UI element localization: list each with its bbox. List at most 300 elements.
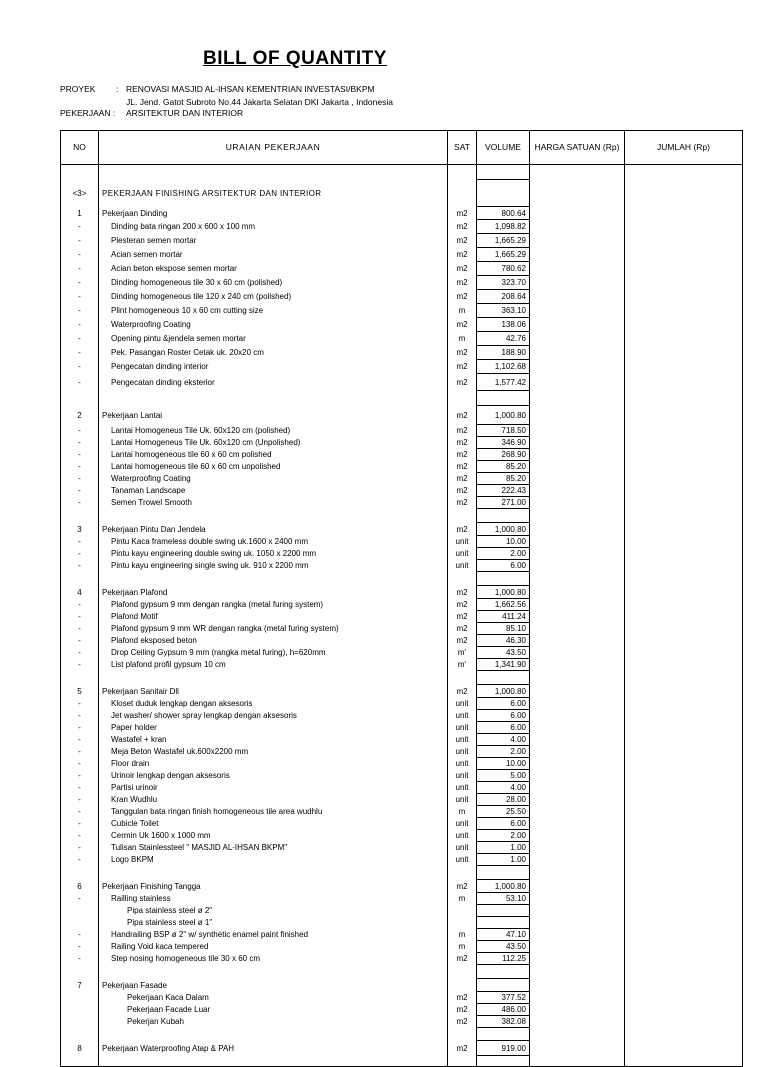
row-volume — [477, 866, 530, 880]
row-harga-satuan — [530, 509, 625, 523]
row-harga-satuan — [530, 880, 625, 893]
row-no: - — [61, 437, 99, 449]
row-unit: unit — [448, 782, 477, 794]
col-header-uraian: URAIAN PEKERJAAN — [99, 131, 448, 165]
row-description: PEKERJAAN FINISHING ARSITEKTUR DAN INTERIOR — [99, 180, 448, 207]
table-row — [61, 449, 743, 461]
row-no: - — [61, 842, 99, 854]
row-description: Step nosing homogeneous tile 30 x 60 cm — [99, 953, 448, 965]
proyek-value: RENOVASI MASJID AL-IHSAN KEMENTRIAN INVESTASI/BKPM — [126, 84, 375, 94]
row-jumlah — [625, 332, 743, 346]
row-harga-satuan — [530, 782, 625, 794]
row-description: Pekerjaan Kaca Dalam — [99, 992, 448, 1004]
row-harga-satuan — [530, 599, 625, 611]
table-row — [61, 234, 743, 248]
row-description: Pekerjaan Fasade — [99, 979, 448, 992]
row-volume: 43.50 — [477, 941, 530, 953]
row-no: - — [61, 893, 99, 905]
pekerjaan-value: ARSITEKTUR DAN INTERIOR — [126, 108, 244, 118]
row-no: - — [61, 782, 99, 794]
row-jumlah — [625, 623, 743, 635]
row-description: Acian beton ekspose semen mortar — [99, 262, 448, 276]
row-harga-satuan — [530, 449, 625, 461]
row-description — [99, 965, 448, 979]
table-row — [61, 794, 743, 806]
table-row — [61, 548, 743, 560]
row-harga-satuan — [530, 965, 625, 979]
row-volume: 718.50 — [477, 425, 530, 437]
row-description: Pintu kayu engineering double swing uk. 1050 x 2200 mm — [99, 548, 448, 560]
row-jumlah — [625, 770, 743, 782]
row-volume: 28.00 — [477, 794, 530, 806]
row-no: - — [61, 449, 99, 461]
row-harga-satuan — [530, 979, 625, 992]
row-unit: unit — [448, 818, 477, 830]
row-no — [61, 905, 99, 917]
table-row — [61, 497, 743, 509]
row-volume: 222.43 — [477, 485, 530, 497]
row-harga-satuan — [530, 794, 625, 806]
row-no — [61, 1004, 99, 1016]
row-description: Waterproofing Coating — [99, 473, 448, 485]
row-no: 3 — [61, 523, 99, 536]
row-volume: 46.30 — [477, 635, 530, 647]
row-harga-satuan — [530, 866, 625, 880]
row-no: - — [61, 304, 99, 318]
row-jumlah — [625, 659, 743, 671]
document-title: BILL OF QUANTITY — [203, 48, 387, 69]
row-jumlah — [625, 473, 743, 485]
row-unit: m2 — [448, 611, 477, 623]
row-jumlah — [625, 866, 743, 880]
row-description: Plafond gypsum 9 mm dengan rangka (metal furing system) — [99, 599, 448, 611]
row-description: Pekerjaan Sanitair Dll — [99, 685, 448, 698]
row-no: 1 — [61, 207, 99, 220]
table-row — [61, 572, 743, 586]
row-description — [99, 509, 448, 523]
row-unit — [448, 917, 477, 929]
row-description: Paper holder — [99, 722, 448, 734]
row-volume: 1,000.80 — [477, 880, 530, 893]
row-no: 2 — [61, 406, 99, 425]
row-jumlah — [625, 586, 743, 599]
row-jumlah — [625, 406, 743, 425]
table-row — [61, 647, 743, 659]
row-jumlah — [625, 671, 743, 685]
row-description: List plafond profil gypsum 10 cm — [99, 659, 448, 671]
row-volume — [477, 905, 530, 917]
row-unit — [448, 1056, 477, 1067]
row-unit — [448, 572, 477, 586]
row-volume: 363.10 — [477, 304, 530, 318]
row-no: - — [61, 536, 99, 548]
row-harga-satuan — [530, 893, 625, 905]
row-harga-satuan — [530, 647, 625, 659]
row-harga-satuan — [530, 611, 625, 623]
row-jumlah — [625, 854, 743, 866]
table-row — [61, 758, 743, 770]
row-harga-satuan — [530, 391, 625, 406]
row-no: - — [61, 770, 99, 782]
row-unit: m' — [448, 659, 477, 671]
row-volume: 85.20 — [477, 473, 530, 485]
row-jumlah — [625, 572, 743, 586]
row-no: - — [61, 623, 99, 635]
col-header-volume: VOLUME — [477, 131, 530, 165]
row-description — [99, 866, 448, 880]
table-row — [61, 248, 743, 262]
row-unit: m2 — [448, 374, 477, 391]
table-row — [61, 1041, 743, 1056]
row-no: - — [61, 746, 99, 758]
row-no — [61, 917, 99, 929]
row-unit: unit — [448, 854, 477, 866]
table-row — [61, 406, 743, 425]
row-harga-satuan — [530, 806, 625, 818]
row-harga-satuan — [530, 586, 625, 599]
row-description: Pengecatan dinding interior — [99, 360, 448, 374]
row-volume: 780.62 — [477, 262, 530, 276]
row-unit: m2 — [448, 473, 477, 485]
row-jumlah — [625, 979, 743, 992]
table-row — [61, 1056, 743, 1067]
row-jumlah — [625, 647, 743, 659]
row-jumlah — [625, 318, 743, 332]
row-unit: unit — [448, 560, 477, 572]
table-row — [61, 207, 743, 220]
table-row — [61, 806, 743, 818]
row-jumlah — [625, 710, 743, 722]
table-row — [61, 929, 743, 941]
col-header-jumlah: JUMLAH (Rp) — [625, 131, 743, 165]
row-no: - — [61, 659, 99, 671]
row-no: - — [61, 854, 99, 866]
row-volume: 25.50 — [477, 806, 530, 818]
row-unit: m — [448, 806, 477, 818]
row-no: - — [61, 548, 99, 560]
row-no: - — [61, 953, 99, 965]
table-row — [61, 782, 743, 794]
table-row — [61, 698, 743, 710]
row-harga-satuan — [530, 1056, 625, 1067]
row-description — [99, 572, 448, 586]
proyek-label: PROYEK — [60, 84, 96, 94]
row-unit: m2 — [448, 248, 477, 262]
row-harga-satuan — [530, 842, 625, 854]
pekerjaan-label: PEKERJAAN : — [60, 108, 116, 118]
row-harga-satuan — [530, 536, 625, 548]
row-unit: unit — [448, 746, 477, 758]
row-jumlah — [625, 905, 743, 917]
table-row — [61, 611, 743, 623]
row-volume: 1,102.68 — [477, 360, 530, 374]
row-description: Pipa stainless steel ø 2" — [99, 905, 448, 917]
row-volume: 1,665.29 — [477, 248, 530, 262]
row-no: - — [61, 698, 99, 710]
row-jumlah — [625, 346, 743, 360]
table-row — [61, 941, 743, 953]
row-no: - — [61, 360, 99, 374]
table-row — [61, 722, 743, 734]
row-unit: unit — [448, 794, 477, 806]
row-unit: m2 — [448, 1016, 477, 1028]
table-row — [61, 866, 743, 880]
row-volume: 2.00 — [477, 548, 530, 560]
row-unit: m2 — [448, 207, 477, 220]
row-volume: 2.00 — [477, 746, 530, 758]
row-jumlah — [625, 599, 743, 611]
row-harga-satuan — [530, 425, 625, 437]
row-volume — [477, 391, 530, 406]
row-volume: 1,341.90 — [477, 659, 530, 671]
row-harga-satuan — [530, 220, 625, 234]
row-no — [61, 965, 99, 979]
table-row — [61, 880, 743, 893]
row-volume: 43.50 — [477, 647, 530, 659]
row-unit: m — [448, 332, 477, 346]
row-no: - — [61, 758, 99, 770]
row-jumlah — [625, 290, 743, 304]
row-harga-satuan — [530, 746, 625, 758]
row-no: 4 — [61, 586, 99, 599]
row-unit: m2 — [448, 586, 477, 599]
row-no: - — [61, 485, 99, 497]
row-volume: 271.00 — [477, 497, 530, 509]
row-volume — [477, 965, 530, 979]
row-harga-satuan — [530, 929, 625, 941]
row-unit: m2 — [448, 880, 477, 893]
row-jumlah — [625, 965, 743, 979]
row-jumlah — [625, 722, 743, 734]
table-row — [61, 560, 743, 572]
row-volume: 377.52 — [477, 992, 530, 1004]
row-harga-satuan — [530, 734, 625, 746]
row-jumlah — [625, 536, 743, 548]
table-row — [61, 536, 743, 548]
row-unit: m2 — [448, 234, 477, 248]
row-no: 6 — [61, 880, 99, 893]
row-jumlah — [625, 304, 743, 318]
row-jumlah — [625, 248, 743, 262]
row-unit: m2 — [448, 220, 477, 234]
table-row — [61, 1028, 743, 1041]
row-no — [61, 866, 99, 880]
row-description: Kloset duduk lengkap dengan aksesoris — [99, 698, 448, 710]
row-unit — [448, 180, 477, 207]
row-harga-satuan — [530, 941, 625, 953]
row-no — [61, 165, 99, 180]
row-volume: 1,000.80 — [477, 586, 530, 599]
row-volume — [477, 165, 530, 180]
row-harga-satuan — [530, 917, 625, 929]
table-row — [61, 905, 743, 917]
row-jumlah — [625, 734, 743, 746]
row-unit: m2 — [448, 276, 477, 290]
table-row — [61, 437, 743, 449]
row-volume: 5.00 — [477, 770, 530, 782]
row-harga-satuan — [530, 548, 625, 560]
row-unit: m2 — [448, 485, 477, 497]
row-jumlah — [625, 523, 743, 536]
row-jumlah — [625, 611, 743, 623]
row-unit: unit — [448, 770, 477, 782]
row-jumlah — [625, 1028, 743, 1041]
row-harga-satuan — [530, 572, 625, 586]
row-harga-satuan — [530, 854, 625, 866]
row-no: 8 — [61, 1041, 99, 1056]
table-row — [61, 346, 743, 360]
row-harga-satuan — [530, 818, 625, 830]
row-description: Kran Wudhlu — [99, 794, 448, 806]
row-volume: 53.10 — [477, 893, 530, 905]
col-header-harga: HARGA SATUAN (Rp) — [530, 131, 625, 165]
row-description — [99, 1028, 448, 1041]
row-no — [61, 1028, 99, 1041]
row-unit: m2 — [448, 635, 477, 647]
row-no: - — [61, 734, 99, 746]
row-jumlah — [625, 1004, 743, 1016]
row-volume — [477, 572, 530, 586]
row-no: - — [61, 794, 99, 806]
row-description: Railling stainless — [99, 893, 448, 905]
row-no: - — [61, 318, 99, 332]
row-unit — [448, 866, 477, 880]
row-harga-satuan — [530, 318, 625, 332]
row-volume: 6.00 — [477, 560, 530, 572]
row-volume: 1,000.80 — [477, 685, 530, 698]
row-harga-satuan — [530, 722, 625, 734]
table-row — [61, 734, 743, 746]
row-harga-satuan — [530, 360, 625, 374]
row-harga-satuan — [530, 560, 625, 572]
row-description: Wastafel + kran — [99, 734, 448, 746]
row-harga-satuan — [530, 830, 625, 842]
row-unit: m2 — [448, 360, 477, 374]
table-row — [61, 485, 743, 497]
row-volume: 85.10 — [477, 623, 530, 635]
row-no: <3> — [61, 180, 99, 207]
row-volume: 6.00 — [477, 698, 530, 710]
row-harga-satuan — [530, 276, 625, 290]
row-jumlah — [625, 425, 743, 437]
row-jumlah — [625, 391, 743, 406]
row-no: - — [61, 497, 99, 509]
row-description: Handrailing BSP ø 2" w/ synthetic enamel paint finished — [99, 929, 448, 941]
table-row — [61, 818, 743, 830]
table-row — [61, 623, 743, 635]
row-description: Jet washer/ shower spray lengkap dengan aksesoris — [99, 710, 448, 722]
row-jumlah — [625, 635, 743, 647]
row-harga-satuan — [530, 685, 625, 698]
row-description: Plint homogeneous 10 x 60 cm cutting size — [99, 304, 448, 318]
table-row — [61, 290, 743, 304]
row-unit — [448, 1028, 477, 1041]
row-unit: m2 — [448, 437, 477, 449]
row-unit: unit — [448, 548, 477, 560]
row-volume — [477, 979, 530, 992]
row-unit: m2 — [448, 992, 477, 1004]
row-description: Opening pintu &jendela semen mortar — [99, 332, 448, 346]
row-harga-satuan — [530, 406, 625, 425]
row-no: - — [61, 248, 99, 262]
row-unit: m — [448, 304, 477, 318]
table-row — [61, 332, 743, 346]
row-volume: 47.10 — [477, 929, 530, 941]
table-row — [61, 965, 743, 979]
row-harga-satuan — [530, 234, 625, 248]
row-no — [61, 1056, 99, 1067]
project-address: JL. Jend. Gatot Subroto No.44 Jakarta Selatan DKI Jakarta , Indonesia — [126, 97, 393, 107]
row-no — [61, 1016, 99, 1028]
row-unit: m — [448, 893, 477, 905]
row-no: - — [61, 929, 99, 941]
col-header-no: NO — [61, 131, 99, 165]
row-description: Lantai homogeneous tile 60 x 60 cm unpolished — [99, 461, 448, 473]
row-volume: 10.00 — [477, 758, 530, 770]
row-unit: m2 — [448, 497, 477, 509]
row-volume: 4.00 — [477, 782, 530, 794]
row-unit: m2 — [448, 346, 477, 360]
row-no: - — [61, 276, 99, 290]
table-row — [61, 992, 743, 1004]
row-jumlah — [625, 746, 743, 758]
row-volume: 112.25 — [477, 953, 530, 965]
row-unit: m — [448, 929, 477, 941]
row-volume: 919.00 — [477, 1041, 530, 1056]
table-row — [61, 262, 743, 276]
table-row — [61, 360, 743, 374]
row-harga-satuan — [530, 290, 625, 304]
row-volume: 1,000.80 — [477, 406, 530, 425]
row-harga-satuan — [530, 473, 625, 485]
row-volume: 486.00 — [477, 1004, 530, 1016]
table-row — [61, 893, 743, 905]
row-unit: unit — [448, 842, 477, 854]
row-description: Lantai homogeneous tile 60 x 60 cm polished — [99, 449, 448, 461]
row-harga-satuan — [530, 992, 625, 1004]
row-harga-satuan — [530, 461, 625, 473]
row-no: - — [61, 830, 99, 842]
row-description: Pengecatan dinding eksterior — [99, 374, 448, 391]
row-jumlah — [625, 207, 743, 220]
table-row — [61, 304, 743, 318]
table-row — [61, 842, 743, 854]
row-harga-satuan — [530, 1028, 625, 1041]
row-no — [61, 391, 99, 406]
row-jumlah — [625, 1056, 743, 1067]
row-description: Dinding homogeneous tile 30 x 60 cm (polished) — [99, 276, 448, 290]
row-no: - — [61, 710, 99, 722]
table-row — [61, 979, 743, 992]
row-description: Logo BKPM — [99, 854, 448, 866]
row-harga-satuan — [530, 262, 625, 276]
table-row — [61, 635, 743, 647]
row-no: - — [61, 599, 99, 611]
row-unit: m' — [448, 647, 477, 659]
table-row — [61, 473, 743, 485]
row-no: - — [61, 818, 99, 830]
row-unit: unit — [448, 698, 477, 710]
row-harga-satuan — [530, 710, 625, 722]
table-row — [61, 220, 743, 234]
row-no — [61, 572, 99, 586]
table-row — [61, 165, 743, 180]
row-harga-satuan — [530, 623, 625, 635]
row-harga-satuan — [530, 1041, 625, 1056]
row-description: Urinoir lengkap dengan aksesoris — [99, 770, 448, 782]
row-harga-satuan — [530, 437, 625, 449]
row-harga-satuan — [530, 1004, 625, 1016]
